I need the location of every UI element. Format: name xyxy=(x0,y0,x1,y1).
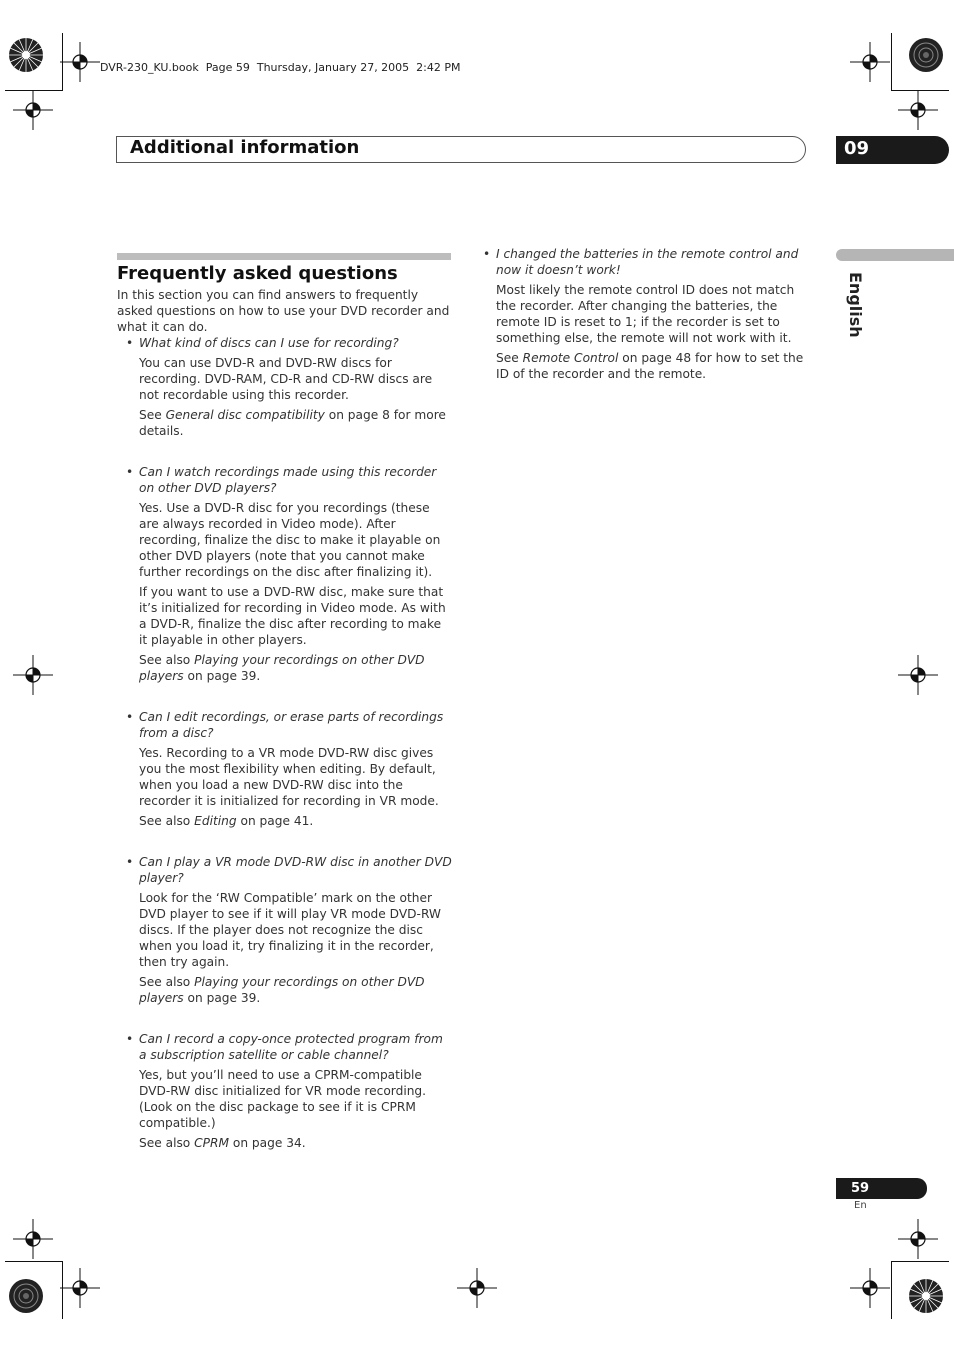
page-language: En xyxy=(854,1200,867,1211)
cross-reference: Playing your recordings on other DVD players xyxy=(139,653,425,683)
faq-item xyxy=(474,246,808,382)
registration-mark-icon xyxy=(13,655,53,695)
faq-question: Can I record a copy-once protected program from a subscription satellite or cable channel? xyxy=(139,1032,443,1062)
section-divider xyxy=(117,253,451,260)
faq-question: Can I watch recordings made using this recorder on other DVD players? xyxy=(139,465,437,495)
registration-mark-icon xyxy=(457,1268,497,1308)
faq-answer: If you want to use a DVD-RW disc, make sure that it’s initialized for recording in Video mode. As with a DVD-R, finalize the disc after recording to make it playable in other players. xyxy=(139,585,446,647)
faq-answer: Look for the ‘RW Compatible’ mark on the other DVD player to see if it will play VR mode DVD-RW discs. If the player does not recognize the disc when you load it, try finalizing it in the recorder, then try again. xyxy=(139,891,441,969)
faq-answer: Yes. Use a DVD-R disc for you recordings (these are always recorded in Video mode). After recording, finalize the disc to make it playable on other DVD players (note that you cannot make further recordings on the disc after finalizing it). xyxy=(139,501,441,579)
faq-reference xyxy=(139,652,453,684)
faq-item xyxy=(117,709,453,829)
faq-question: I changed the batteries in the remote control and now it doesn’t work! xyxy=(496,247,799,277)
see-prefix: See also xyxy=(139,1136,195,1150)
bullet: • xyxy=(126,465,134,479)
faq-question: Can I edit recordings, or erase parts of recordings from a disc? xyxy=(139,710,444,740)
faq-question: What kind of discs can I use for recording? xyxy=(139,336,399,350)
cross-reference: General disc compatibility xyxy=(165,408,325,422)
left-column xyxy=(117,287,453,1151)
cross-reference: Playing your recordings on other DVD players xyxy=(139,975,425,1005)
registration-mark-icon xyxy=(13,90,53,130)
registration-mark-icon xyxy=(850,1268,890,1308)
page-number-tab xyxy=(836,1178,927,1199)
section-title: Frequently asked questions xyxy=(117,263,398,284)
see-suffix: on page 8 for more details. xyxy=(139,408,446,438)
chapter-number: 09 xyxy=(844,138,870,159)
see-suffix: on page 34. xyxy=(229,1136,306,1150)
see-prefix: See xyxy=(496,351,523,365)
page-number: 59 xyxy=(851,1181,870,1196)
see-suffix: on page 48 for how to set the ID of the recorder and the remote. xyxy=(496,351,804,381)
crop-mark xyxy=(5,1261,63,1262)
print-wheel-icon xyxy=(908,37,944,73)
faq-reference xyxy=(496,350,808,382)
print-wheel-icon xyxy=(8,37,44,73)
registration-mark-icon xyxy=(898,90,938,130)
registration-mark-icon xyxy=(898,655,938,695)
language-tab xyxy=(836,249,954,261)
cross-reference: CPRM xyxy=(194,1136,229,1150)
faq-answer: Yes, but you’ll need to use a CPRM-compatible DVD-RW disc initialized for VR mode recording. (Look on the disc package to see if it is CPRM compatible.) xyxy=(139,1068,427,1130)
bullet: • xyxy=(126,1032,134,1046)
cross-reference: Editing xyxy=(194,814,237,828)
bullet: • xyxy=(126,855,134,869)
faq-answer: Most likely the remote control ID does not match the recorder. After changing the batteries, the remote ID is reset to 1; if the recorder is set to something else, the remote will not work with it. xyxy=(496,283,795,345)
crop-mark xyxy=(891,33,892,91)
faq-answer: You can use DVD-R and DVD-RW discs for recording. DVD-RAM, CD-R and CD-RW discs are not recordable using this recorder. xyxy=(139,356,433,402)
bullet: • xyxy=(126,710,134,724)
section-intro: In this section you can find answers to frequently asked questions on how to use your DVD recorder and what it can do. xyxy=(117,288,450,334)
right-column xyxy=(474,246,808,382)
faq-reference xyxy=(139,407,453,439)
registration-mark-icon xyxy=(898,1219,938,1259)
faq-reference xyxy=(139,974,453,1006)
see-suffix: on page 39. xyxy=(183,669,261,683)
language-label: English xyxy=(846,272,865,338)
print-wheel-icon xyxy=(8,1278,44,1314)
cross-reference: Remote Control xyxy=(522,351,619,365)
faq-item xyxy=(117,335,453,439)
crop-mark xyxy=(891,1261,892,1319)
faq-reference xyxy=(139,813,453,829)
faq-reference xyxy=(139,1135,453,1151)
print-wheel-icon xyxy=(908,1278,944,1314)
faq-answer: Yes. Recording to a VR mode DVD-RW disc gives you the most flexibility when editing. By default, when you load a new DVD-RW disc into the recorder it is initialized for recording in VR mode. xyxy=(139,746,439,808)
registration-mark-icon xyxy=(60,1268,100,1308)
see-suffix: on page 41. xyxy=(236,814,314,828)
bullet: • xyxy=(483,247,491,261)
faq-item xyxy=(117,854,453,1006)
see-suffix: on page 39. xyxy=(183,991,261,1005)
see-prefix: See also xyxy=(139,975,195,989)
file-info: DVR-230_KU.book Page 59 Thursday, January 27, 2005 2:42 PM xyxy=(100,61,461,74)
registration-mark-icon xyxy=(13,1219,53,1259)
see-prefix: See xyxy=(139,408,166,422)
crop-mark xyxy=(891,1261,949,1262)
faq-item xyxy=(117,1031,453,1151)
chapter-title: Additional information xyxy=(130,137,360,158)
bullet: • xyxy=(126,336,134,350)
see-prefix: See also xyxy=(139,814,195,828)
registration-mark-icon xyxy=(850,42,890,82)
faq-question: Can I play a VR mode DVD-RW disc in another DVD player? xyxy=(139,855,452,885)
see-prefix: See also xyxy=(139,653,195,667)
registration-mark-icon xyxy=(60,42,100,82)
faq-item xyxy=(117,464,453,684)
